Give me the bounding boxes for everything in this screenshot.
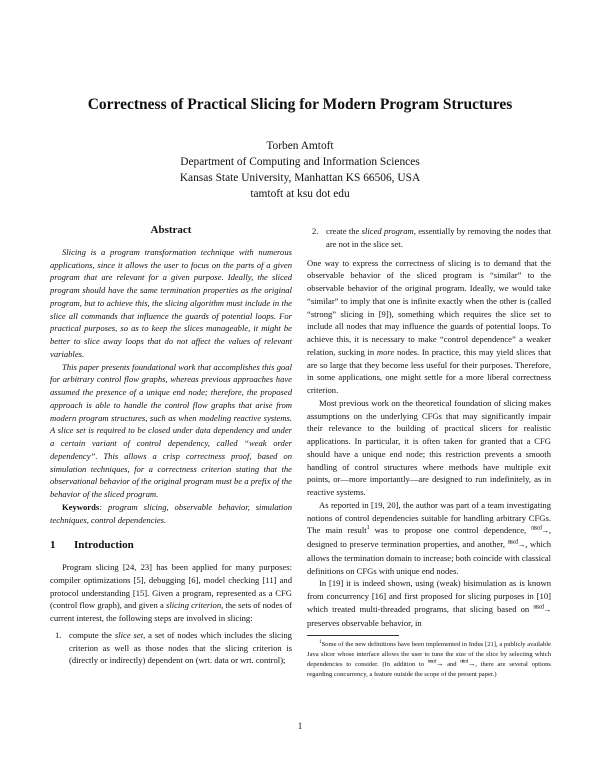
right-p4-a: In [19] it is indeed shown, using (weak) bisimulation as is known from concurrency [16] and first proposed for slicing purposes in [10] which treated multi-threaded programs, that slicing based on	[307, 578, 551, 614]
right-p3-d: , which allows the termination domain to increase; both coincide with classical definitions on CFGs with unique end nodes.	[307, 539, 551, 576]
keywords-label: Keywords	[62, 501, 100, 512]
arrow-label: ntscd	[533, 604, 544, 611]
right-paragraph-1	[307, 257, 551, 397]
right-paragraph-4	[307, 577, 551, 629]
footnote-mark: 1	[319, 640, 322, 646]
author-department: Department of Computing and Information Sciences	[180, 156, 420, 168]
keywords-text: : program slicing, observable behavior, simulation techniques, control dependencies.	[50, 501, 292, 525]
ntscd-arrow-2: $^{ntscd}$→	[507, 539, 526, 549]
right-p3-a: As reported in [19, 20], the author was part of a team investigating notions of control dependencies suitable for handling arbitrary CFGs. The main result	[307, 499, 551, 536]
author-university: Kansas State University, Manhattan KS 66506, USA	[179, 172, 421, 184]
list-item	[307, 225, 551, 251]
right-paragraph-2: Most previous work on the theoretical foundation of slicing makes assumptions on the underlying CFGs that may significantly impair their relevance to the building of practical slicers for realistic applications. In particular, it is often taken for granted that a CFG should have a unique end node; this restriction prevents a smooth handling of control structures where methods have multiple exit points, or—more importantly—are designed to run indefinitely, as in reactive systems.	[307, 397, 551, 497]
item1-post: , a set of nodes which includes the slicing criterion as well as those nodes that the slicing criterion is (directly or indirectly) dependent on (wrt. data or wrt. control);	[69, 629, 292, 666]
author-email: tamtoft at ksu dot edu	[250, 188, 350, 200]
item2-em: sliced program	[361, 226, 414, 236]
arrow-label: ntscd	[427, 659, 436, 665]
intro-paragraph-1	[50, 561, 292, 625]
slicing-steps-list-continued	[307, 225, 551, 251]
ntscd-arrow-fn: $^{ntscd}$→	[427, 659, 444, 669]
footnote-a: Some of the new definitions have been implemented in Indus [21], a publicly available Java slicer whose interface allows the user to tune the size of the slice by selecting which dependencies to consider. (In addition to	[307, 641, 551, 669]
footnote	[307, 640, 551, 679]
page-number: 1	[297, 721, 303, 731]
left-column	[50, 224, 292, 669]
list-item	[50, 629, 292, 667]
intro-p1-em: slicing criterion	[165, 600, 222, 611]
right-p1-text: One way to express the correctness of slicing is to demand that the observable behavior of the sliced program is “similar” to the observable behavior of the original program. Ideally, we would take “similar” to imply that one is infinite exactly when the other is (called “strong” slicing in [9]), something which requires the slice set to include all nodes that may influence the guards of potential loops. To achieve this, it is necessary to make “control dependence” a weaker relation, sucking in	[307, 257, 551, 357]
footnote-b: , there are several options regarding concurrency, a feature outside the scope of the present paper.)	[307, 661, 551, 678]
nticd-arrow-fn: $^{nticd}$→	[460, 659, 476, 669]
arrow-label: ntscd	[531, 525, 542, 532]
ntscd-arrow-3: $^{ntscd}$→	[533, 604, 552, 614]
footnote-rule	[307, 635, 399, 636]
ntscd-arrow-1: $^{ntscd}$→	[531, 525, 549, 536]
paper-title: Correctness of Practical Slicing for Modern Program Structures	[87, 96, 513, 113]
author-block	[0, 138, 600, 202]
intro-title: Introduction	[74, 539, 134, 552]
intro-number: 1	[50, 539, 56, 552]
footnote-ref: 1	[366, 525, 370, 532]
right-p3-b: was to propose one control dependence,	[374, 525, 527, 536]
right-p1-tail: nodes. In practice, this may yield slices that are so large that they become less useful for their purposes. Therefore, in some applications, one might settle for a more liberal correctness criterion.	[307, 346, 551, 395]
item2-pre: create the	[326, 226, 360, 236]
list-item-number: 2.	[312, 226, 319, 236]
intro-p1-tail: , the sets of nodes of current interest, the following steps are involved in slicing:	[50, 600, 292, 623]
arrow-label: nticd	[460, 659, 468, 665]
slicing-steps-list	[50, 629, 292, 667]
right-p3-c: , designed to preserve termination properties, and another,	[307, 525, 551, 549]
item2-post: , essentially by removing the nodes that are not in the slice set.	[326, 226, 552, 249]
right-p1-em: more	[376, 346, 395, 357]
abstract-heading: Abstract	[150, 224, 192, 236]
item1-em: slice set	[114, 629, 144, 640]
author-name: Torben Amtoft	[266, 140, 334, 152]
list-item-number: 1.	[55, 629, 62, 640]
intro-heading	[50, 539, 292, 552]
item1-pre: compute the	[69, 629, 112, 640]
abstract-paragraph-2: This paper presents foundational work that accomplishes this goal for arbitrary control flow graphs, whereas previous approaches have assumed the presence of a unique end node; therefore, the proposed approach is able to handle the control flow graphs that arise from modern program structures, such as when modeling reactive systems. A slice set is required to be closed under data dependency and under a certain variant of control dependency, called “weak order dependency”. This allows a crisp correctness proof, based on simulation techniques, for a correctness criterion stating that the observational behavior of the original program must be a prefix of the behavior of the sliced program.	[50, 361, 292, 499]
right-column	[307, 225, 551, 679]
abstract-paragraph-1: Slicing is a program transformation technique with numerous applications, since it allows the user to focus on the parts of a given program that are relevant for a given purpose. Ideally, the sliced program should have the same termination properties as the original program, but to achieve this, the slicing algorithm must include in the slice all commands that influence the guards of potential loops. For practical purposes, so as to keep the slices manageable, it might be better to slice away loops that do not affect the values of relevant variables.	[50, 246, 292, 359]
right-p4-b: preserves observable behavior, in	[307, 617, 422, 628]
arrow-label: ntscd	[507, 539, 518, 546]
keywords	[50, 501, 292, 527]
intro-p1-text: Program slicing [24, 23] has been applied for many purposes: compiler optimizations [5], debugging [6], model checking [11] and protocol understanding [15]. Given a program, represented as a CFG (control flow graph), and given a	[50, 562, 292, 611]
footnote-and: and	[447, 661, 457, 669]
right-paragraph-3	[307, 499, 551, 578]
